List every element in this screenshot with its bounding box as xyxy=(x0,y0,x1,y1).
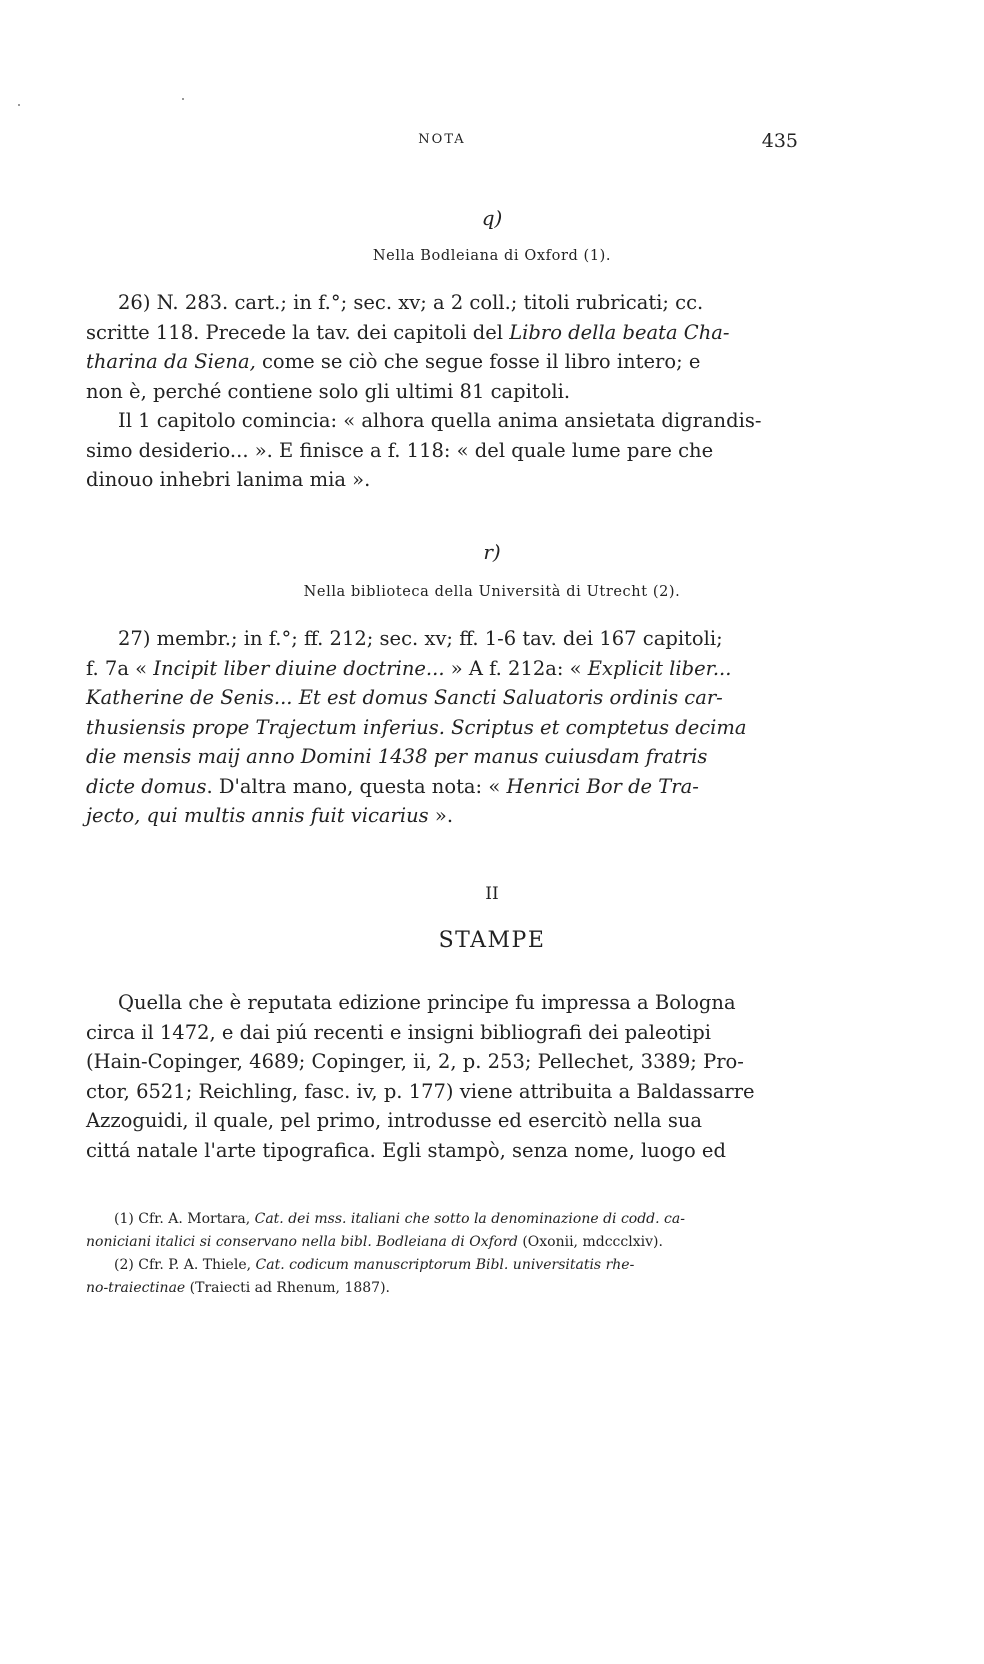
entry-27-line xyxy=(86,713,798,743)
entry-26 xyxy=(86,288,798,495)
entry-26-line: 26) N. 283. cart.; in f.°; sec. xv; a 2 coll.; titoli rubricati; cc. xyxy=(118,291,704,314)
entry-26-line: simo desiderio... ». E finisce a f. 118: « del quale lume pare che xyxy=(86,438,714,462)
entry-27-line: 27) membr.; in f.°; ff. 212; sec. xv; ff. 1-6 tav. dei 167 capitoli; xyxy=(118,627,723,650)
section-mark-r: r) xyxy=(483,540,501,564)
italic-quote: jecto, qui multis annis fuit vicarius xyxy=(86,804,429,827)
footnote-2-line xyxy=(86,1277,798,1300)
text-run: f. 7a « xyxy=(86,656,154,680)
italic-quote: dicte domus xyxy=(86,774,207,798)
stampe-line: circa il 1472, e dai piú recenti e insigni bibliografi dei paleotipi xyxy=(86,1020,712,1044)
stampe-line: ctor, 6521; Reichling, fasc. iv, p. 177) viene attribuita a Baldassarre xyxy=(86,1079,755,1103)
part-title: STAMPE xyxy=(438,928,546,953)
text-run: (Traiecti ad Rhenum, 1887). xyxy=(185,1280,391,1296)
entry-27-line xyxy=(86,683,798,713)
italic-title: noniciani italici si conservano nella bibl. Bodleiana di Oxford xyxy=(86,1234,518,1250)
entry-26-line xyxy=(86,347,798,377)
italic-quote: Explicit liber... xyxy=(587,656,732,680)
stampe-line: (Hain-Copinger, 4689; Copinger, ii, 2, p. 253; Pellechet, 3389; Pro- xyxy=(86,1050,744,1073)
text-run: come se ciò che segue fosse il libro intero; e xyxy=(255,350,701,373)
entry-27-line xyxy=(86,654,798,684)
entry-27-line xyxy=(86,772,798,802)
stampe-line: Azzoguidi, il quale, pel primo, introdusse ed esercitò nella sua xyxy=(86,1109,703,1132)
footnote-1-line xyxy=(86,1231,798,1254)
entry-27-line xyxy=(86,801,798,831)
section-mark-q: q) xyxy=(481,206,503,230)
footnote-2-line xyxy=(86,1254,798,1277)
italic-quote: thusiensis prope Trajectum inferius. Scriptus et comptetus decima xyxy=(86,715,747,739)
italic-title: tharina da Siena, xyxy=(86,350,256,373)
page-header xyxy=(86,130,798,160)
text-run: » A f. 212a: « xyxy=(444,656,588,680)
entry-26-line: dinouo inhebri lanima mia ». xyxy=(86,468,371,491)
part-numeral: II xyxy=(485,884,499,904)
italic-quote: Incipit liber diuine doctrine... xyxy=(153,656,445,680)
scan-speck xyxy=(18,104,20,106)
entry-26-line: non è, perché contiene solo gli ultimi 81 capitoli. xyxy=(86,379,571,403)
stampe-line: Quella che è reputata edizione principe fu impressa a Bologna xyxy=(118,991,736,1014)
entry-27 xyxy=(86,624,798,831)
italic-title: Cat. dei mss. italiani che sotto la denominazione di codd. ca- xyxy=(254,1211,685,1227)
text-run: scritte 118. Precede la tav. dei capitoli del xyxy=(86,320,510,344)
scan-speck xyxy=(182,98,184,100)
text-run: (1) Cfr. A. Mortara, xyxy=(114,1211,255,1227)
section-subtitle-r: Nella biblioteca della Università di Utrecht (2). xyxy=(303,584,681,600)
footnotes xyxy=(86,1208,798,1300)
page-number: 435 xyxy=(761,130,798,152)
text-run: (2) Cfr. P. A. Thiele, xyxy=(114,1257,256,1273)
stampe-paragraph xyxy=(86,988,798,1165)
text-run: . D'altra mano, questa nota: « xyxy=(206,774,507,798)
italic-title: Cat. codicum manuscriptorum Bibl. universitatis rhe- xyxy=(255,1257,635,1273)
footnote-1-line xyxy=(86,1208,798,1231)
text-run: (Oxonii, mdccclxiv). xyxy=(517,1234,663,1250)
italic-quote: Henrici Bor de Tra- xyxy=(506,774,699,798)
running-head: NOTA xyxy=(418,132,466,147)
italic-quote: Katherine de Senis... Et est domus Sancti Saluatoris ordinis car- xyxy=(86,686,723,709)
text-run: ». xyxy=(428,804,454,827)
italic-quote: die mensis maij anno Domini 1438 per manus cuiusdam fratris xyxy=(86,745,708,768)
section-subtitle-q: Nella Bodleiana di Oxford (1). xyxy=(372,248,612,264)
entry-26-line: Il 1 capitolo comincia: « alhora quella anima ansietata digrandis- xyxy=(118,409,762,432)
italic-title: Libro della beata Cha- xyxy=(509,320,730,344)
entry-27-line xyxy=(86,742,798,772)
entry-26-line xyxy=(86,318,798,348)
stampe-line: cittá natale l'arte tipografica. Egli stampò, senza nome, luogo ed xyxy=(86,1138,726,1162)
italic-title: no-traiectinae xyxy=(86,1280,186,1296)
